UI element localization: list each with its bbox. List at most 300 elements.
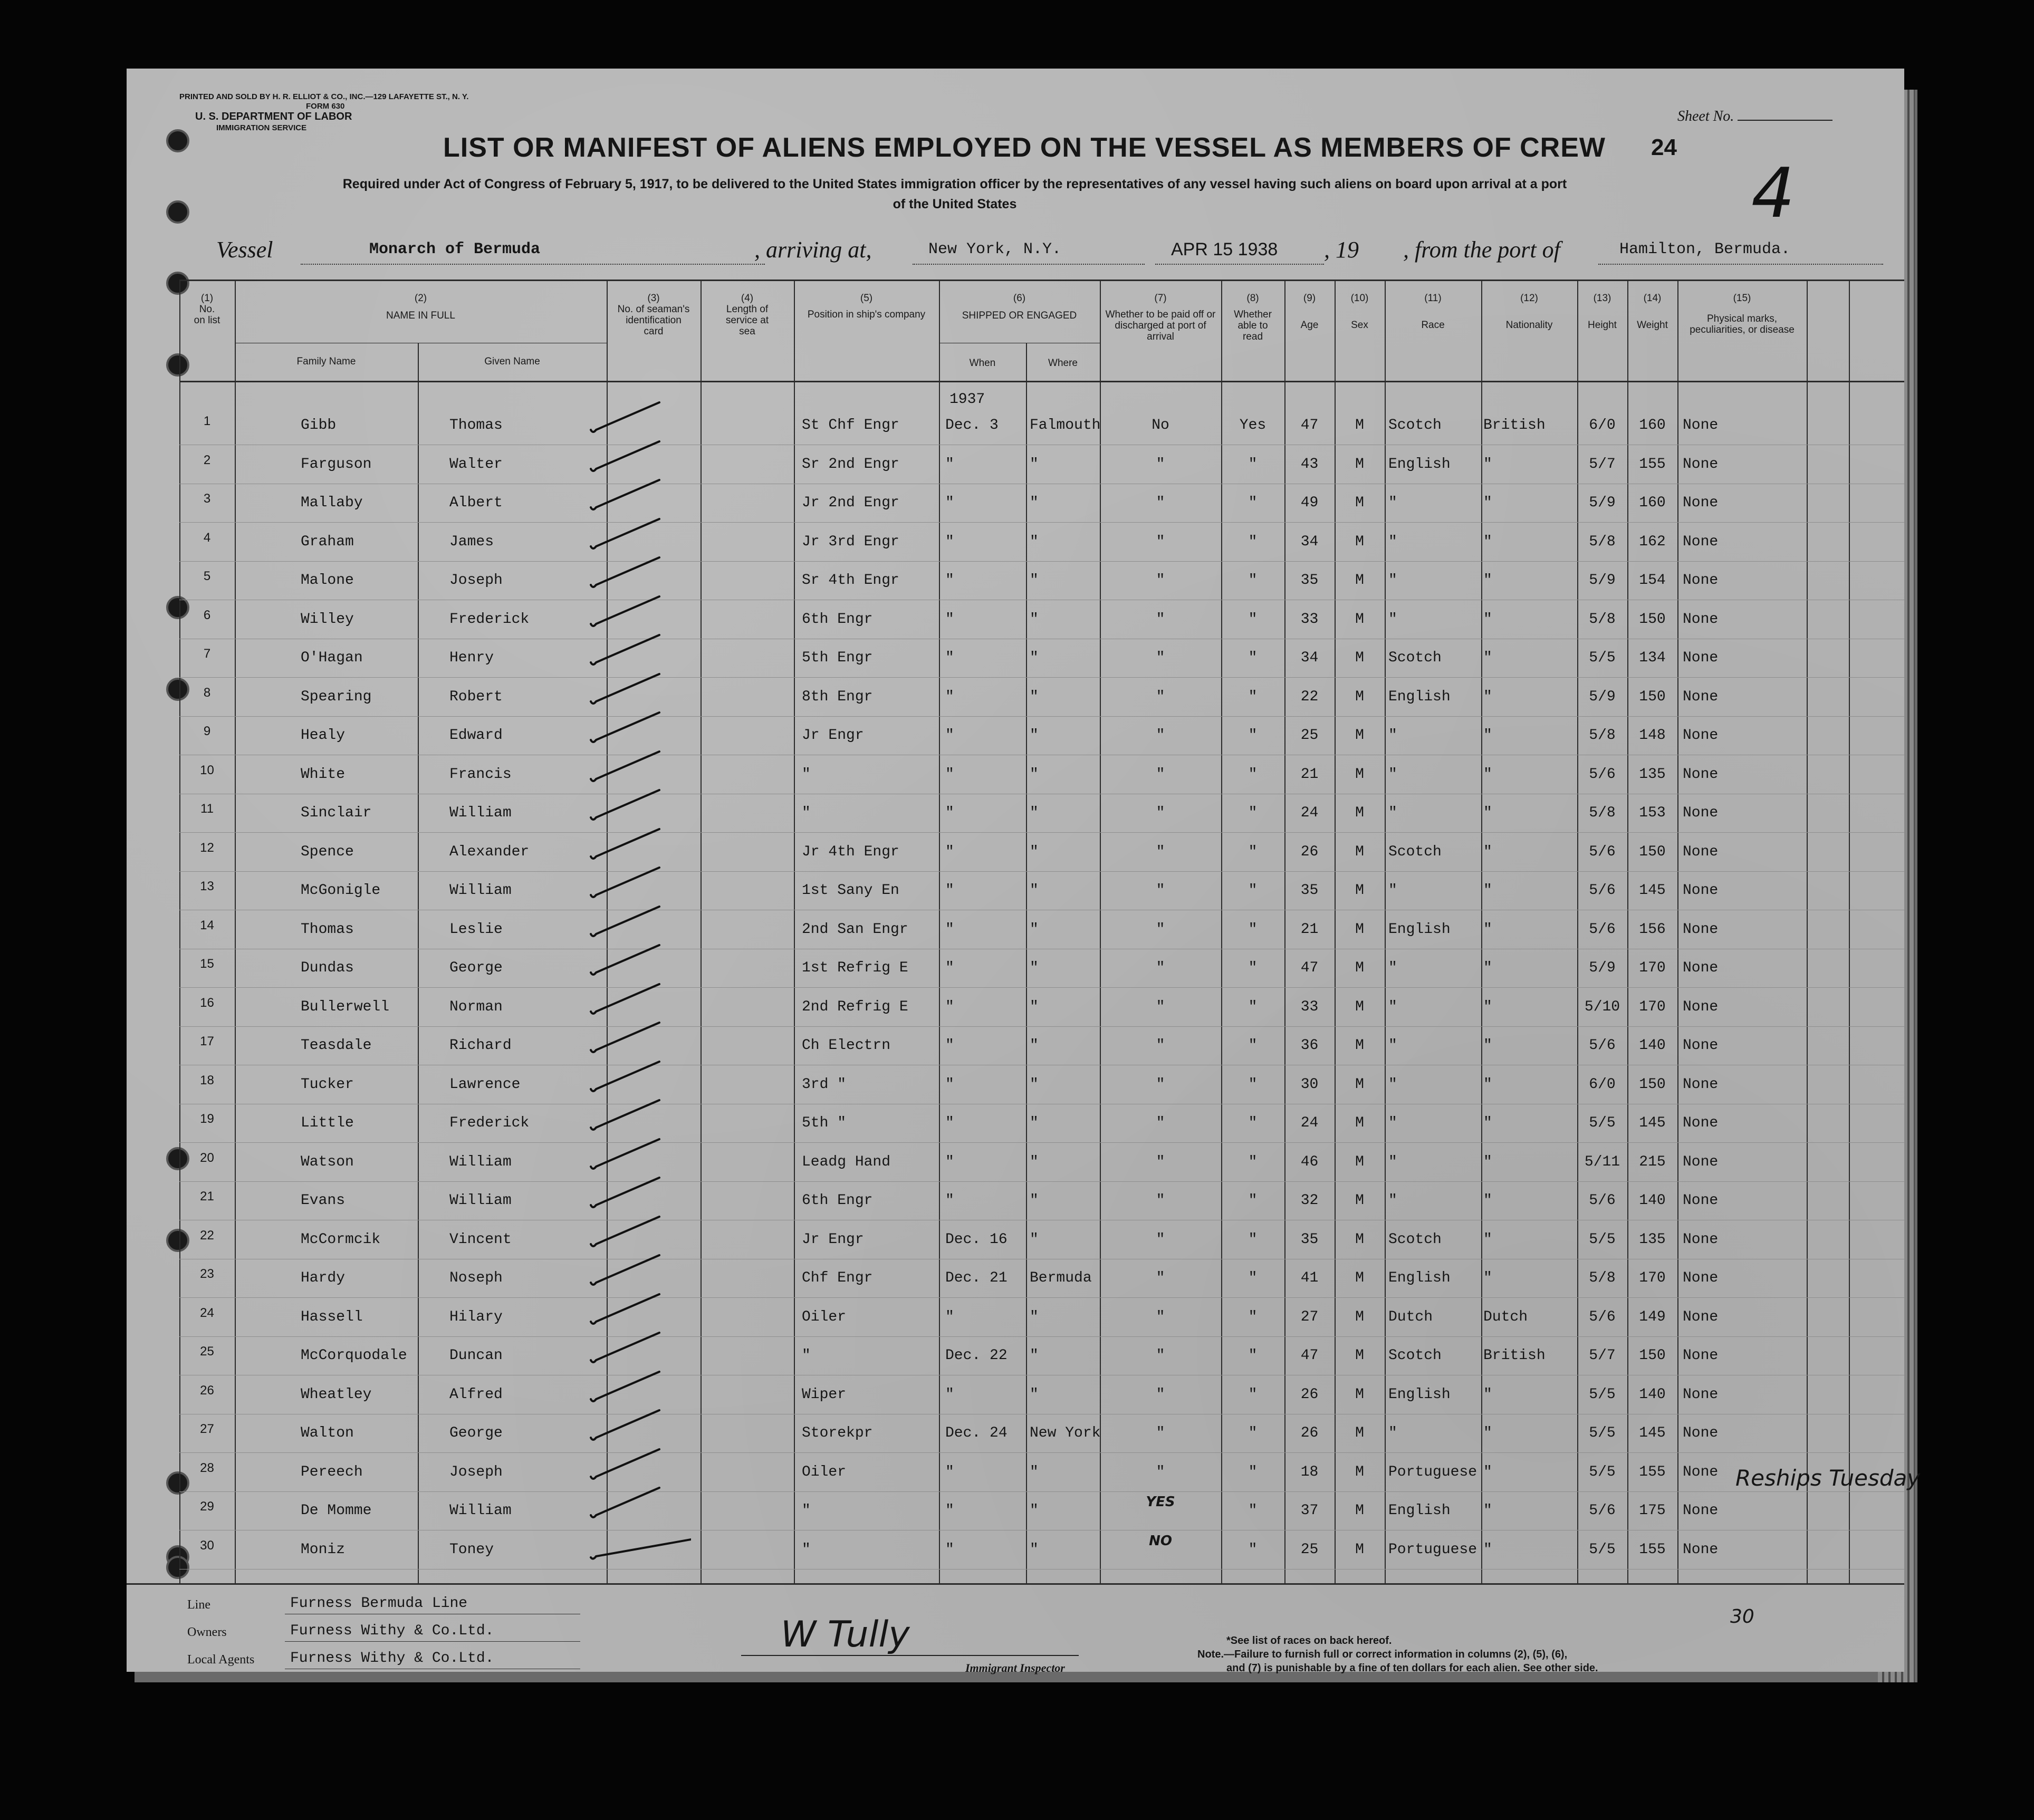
cell-nationality: " — [1483, 1115, 1492, 1131]
cell-no: 19 — [200, 1112, 214, 1126]
cell-no: 2 — [203, 452, 211, 467]
cell-when: " — [945, 1153, 954, 1170]
sheet-number: 24 — [1651, 134, 1677, 160]
cell-sex: M — [1355, 1270, 1364, 1286]
cell-sex: M — [1355, 1076, 1364, 1093]
cell-family: McCormcik — [301, 1231, 381, 1248]
cell-nationality: " — [1483, 727, 1492, 744]
cell-where: " — [1030, 650, 1039, 666]
cell-age: 21 — [1300, 921, 1319, 938]
cell-position: " — [802, 1347, 811, 1364]
cell-weight: 170 — [1639, 1270, 1666, 1286]
page-subtitle — [258, 174, 1651, 214]
cell-when: " — [945, 1503, 954, 1519]
cell-family: Teasdale — [301, 1037, 372, 1054]
cell-age: 25 — [1300, 727, 1319, 744]
cell-nationality: " — [1483, 1541, 1492, 1558]
cell-read: " — [1248, 650, 1258, 666]
cell-paid: " — [1156, 533, 1165, 550]
cell-age: 37 — [1300, 1503, 1319, 1519]
cell-sex: M — [1355, 1463, 1364, 1480]
cell-where: " — [1030, 1076, 1039, 1093]
cell-race: English — [1388, 456, 1451, 473]
cell-position: Leadg Hand — [802, 1153, 891, 1170]
cell-marks: None — [1683, 611, 1719, 628]
cell-weight: 145 — [1639, 882, 1666, 899]
cell-weight: 150 — [1639, 688, 1666, 705]
cell-race: Portuguese — [1388, 1463, 1477, 1480]
cell-when: " — [945, 572, 954, 589]
cell-height: 6/0 — [1589, 1076, 1616, 1093]
cell-no: 13 — [200, 879, 214, 893]
check-mark-icon — [586, 787, 691, 829]
cell-weight: 150 — [1639, 611, 1666, 628]
cell-when: " — [945, 650, 954, 666]
cell-paid: NO — [1149, 1533, 1172, 1549]
row-rule — [179, 1452, 1904, 1453]
cell-position: Oiler — [802, 1463, 847, 1480]
cell-where: " — [1030, 611, 1039, 628]
cell-marks: None — [1683, 1503, 1719, 1519]
cell-nationality: " — [1483, 1192, 1492, 1209]
cell-weight: 153 — [1639, 805, 1666, 821]
cell-where: " — [1030, 1541, 1039, 1558]
cell-when: " — [945, 1037, 954, 1054]
punch-hole — [166, 1556, 189, 1579]
cell-marks: None — [1683, 1308, 1719, 1325]
cell-marks: None — [1683, 456, 1719, 473]
cell-age: 32 — [1300, 1192, 1319, 1209]
cell-paid: " — [1156, 611, 1165, 628]
cell-weight: 135 — [1639, 1231, 1666, 1248]
cell-sex: M — [1355, 727, 1364, 744]
cell-where: " — [1030, 456, 1039, 473]
check-mark-icon — [586, 1446, 691, 1488]
cell-position: " — [802, 1541, 811, 1558]
cell-given: Joseph — [449, 572, 503, 589]
column-header-14: (14) Weight — [1637, 293, 1668, 331]
cell-sex: M — [1355, 688, 1364, 705]
cell-read: " — [1248, 1308, 1258, 1325]
cell-race: English — [1388, 1503, 1451, 1519]
cell-paid: " — [1156, 998, 1165, 1015]
footer-owners-field — [187, 1625, 227, 1640]
cell-sex: M — [1355, 805, 1364, 821]
cell-position: Jr 4th Engr — [802, 843, 899, 860]
cell-position: " — [802, 766, 811, 783]
cell-marks: None — [1683, 1231, 1719, 1248]
cell-height: 5/6 — [1589, 1503, 1616, 1519]
cell-paid: " — [1156, 727, 1165, 744]
check-mark-icon — [586, 593, 691, 635]
cell-no: 7 — [203, 647, 211, 661]
cell-marks: None — [1683, 1115, 1719, 1131]
cell-no: 6 — [203, 608, 211, 622]
cell-height: 6/0 — [1589, 417, 1616, 434]
cell-no: 16 — [200, 995, 214, 1010]
cell-marks: None — [1683, 1037, 1719, 1054]
row-rule — [179, 561, 1904, 562]
cell-where: " — [1030, 766, 1039, 783]
cell-where: " — [1030, 1231, 1039, 1248]
printer-line: PRINTED AND SOLD BY H. R. ELLIOT & CO., INC.—129 LAFAYETTE ST., N. Y. — [179, 92, 469, 101]
cell-race: Scotch — [1388, 650, 1442, 666]
cell-sex: M — [1355, 1503, 1364, 1519]
cell-position: 1st Refrig E — [802, 960, 908, 976]
department-line: U. S. DEPARTMENT OF LABOR — [195, 111, 352, 122]
cell-when: " — [945, 495, 954, 511]
check-mark-icon — [586, 1252, 691, 1294]
cell-nationality: " — [1483, 1270, 1492, 1286]
cell-read: " — [1248, 1463, 1258, 1480]
cell-weight: 160 — [1639, 495, 1666, 511]
cell-paid: " — [1156, 921, 1165, 938]
cell-height: 5/6 — [1589, 1308, 1616, 1325]
cell-when: Dec. 3 — [945, 417, 999, 434]
cell-race: Dutch — [1388, 1308, 1433, 1325]
cell-position: 1st Sany En — [802, 882, 899, 899]
cell-paid: " — [1156, 766, 1165, 783]
check-mark-icon — [586, 554, 691, 596]
cell-height: 5/8 — [1589, 805, 1616, 821]
cell-no: 25 — [200, 1344, 214, 1359]
cell-when: " — [945, 766, 954, 783]
cell-paid: " — [1156, 1037, 1165, 1054]
footer-agents-field — [187, 1653, 254, 1667]
cell-marks: None — [1683, 533, 1719, 550]
cell-read: " — [1248, 1037, 1258, 1054]
cell-read: " — [1248, 1386, 1258, 1403]
cell-nationality: " — [1483, 998, 1492, 1015]
cell-given: James — [449, 533, 494, 550]
cell-age: 34 — [1300, 650, 1319, 666]
cell-family: Sinclair — [301, 805, 372, 821]
cell-position: Jr 2nd Engr — [802, 495, 899, 511]
cell-age: 41 — [1300, 1270, 1319, 1286]
column-header-9: (9) Age — [1300, 293, 1319, 331]
cell-read: " — [1248, 1192, 1258, 1209]
column-header-2: (2) NAME IN FULL — [386, 293, 455, 321]
cell-weight: 162 — [1639, 533, 1666, 550]
cell-height: 5/5 — [1589, 1541, 1616, 1558]
cell-position: 5th Engr — [802, 650, 873, 666]
cell-sex: M — [1355, 572, 1364, 589]
vessel-name: Monarch of Bermuda — [369, 240, 541, 258]
cell-position: 6th Engr — [802, 611, 873, 628]
cell-given: Thomas — [449, 417, 503, 434]
cell-age: 35 — [1300, 1231, 1319, 1248]
row-rule — [179, 716, 1904, 717]
check-mark-icon — [586, 1214, 691, 1256]
cell-race: Scotch — [1388, 1347, 1442, 1364]
cell-sex: M — [1355, 650, 1364, 666]
cell-race: " — [1388, 611, 1397, 628]
cell-position: Sr 2nd Engr — [802, 456, 899, 473]
cell-given: William — [449, 882, 512, 899]
cell-marks: None — [1683, 843, 1719, 860]
cell-nationality: " — [1483, 1386, 1492, 1403]
cell-weight: 155 — [1639, 1463, 1666, 1480]
cell-family: White — [301, 766, 346, 783]
cell-family: Bullerwell — [301, 998, 390, 1015]
shipped-year: 1937 — [949, 391, 985, 408]
cell-paid: " — [1156, 1231, 1165, 1248]
cell-position: St Chf Engr — [802, 417, 899, 434]
cell-weight: 155 — [1639, 1541, 1666, 1558]
cell-no: 27 — [200, 1422, 214, 1436]
column-header-4: (4) Length of service at sea — [725, 293, 769, 337]
cell-race: " — [1388, 572, 1397, 589]
handwritten-total: 30 — [1730, 1606, 1754, 1628]
cell-family: Little — [301, 1115, 354, 1131]
cell-when: " — [945, 1115, 954, 1131]
cell-race: " — [1388, 882, 1397, 899]
cell-age: 22 — [1300, 688, 1319, 705]
cell-age: 26 — [1300, 1425, 1319, 1441]
sheet-number-field — [1677, 108, 1832, 125]
column-header-where: Where — [1048, 358, 1078, 369]
cell-family: McGonigle — [301, 882, 381, 899]
cell-read: " — [1248, 921, 1258, 938]
cell-given: Edward — [449, 727, 503, 744]
inspector-label: Immigrant Inspector — [965, 1661, 1065, 1674]
check-mark-icon — [586, 516, 691, 558]
cell-sex: M — [1355, 766, 1364, 783]
cell-sex: M — [1355, 495, 1364, 511]
cell-marks: None — [1683, 1463, 1719, 1480]
cell-when: Dec. 21 — [945, 1270, 1008, 1286]
cell-family: McCorquodale — [301, 1347, 407, 1364]
cell-read: Yes — [1239, 417, 1267, 434]
cell-age: 26 — [1300, 843, 1319, 860]
cell-family: Dundas — [301, 960, 354, 976]
punch-hole — [166, 353, 189, 377]
cell-family: Pereech — [301, 1463, 363, 1480]
cell-where: " — [1030, 1192, 1039, 1209]
cell-nationality: " — [1483, 1153, 1492, 1170]
cell-weight: 149 — [1639, 1308, 1666, 1325]
cell-nationality: " — [1483, 456, 1492, 473]
cell-no: 11 — [200, 802, 214, 816]
from-label: , from the port of — [1403, 237, 1560, 263]
cell-sex: M — [1355, 1231, 1364, 1248]
cell-when: " — [945, 1076, 954, 1093]
cell-no: 20 — [200, 1150, 214, 1165]
cell-age: 27 — [1300, 1308, 1319, 1325]
cell-weight: 160 — [1639, 417, 1666, 434]
cell-nationality: " — [1483, 805, 1492, 821]
cell-family: Spearing — [301, 688, 372, 705]
cell-no: 26 — [200, 1383, 214, 1398]
cell-race: English — [1388, 1386, 1451, 1403]
cell-nationality: " — [1483, 533, 1492, 550]
column-header-7: (7) Whether to be paid off or discharged at port of arrival — [1105, 293, 1216, 342]
cell-race: " — [1388, 1037, 1397, 1054]
cell-when: " — [945, 727, 954, 744]
cell-position: Oiler — [802, 1308, 847, 1325]
cell-no: 29 — [200, 1499, 214, 1514]
cell-family: Spence — [301, 843, 354, 860]
subtitle-line-2: of the United States — [893, 197, 1017, 211]
cell-marks: None — [1683, 1153, 1719, 1170]
cell-weight: 156 — [1639, 921, 1666, 938]
punch-hole — [166, 129, 189, 152]
cell-age: 21 — [1300, 766, 1319, 783]
check-mark-icon — [586, 864, 691, 907]
cell-given: William — [449, 805, 512, 821]
cell-read: " — [1248, 1153, 1258, 1170]
cell-given: Norman — [449, 998, 503, 1015]
cell-marks: None — [1683, 495, 1719, 511]
cell-nationality: " — [1483, 766, 1492, 783]
cell-nationality: British — [1483, 1347, 1546, 1364]
row-rule — [179, 1491, 1904, 1492]
check-mark-icon — [586, 903, 691, 946]
column-header-6: (6) SHIPPED OR ENGAGED — [962, 293, 1077, 321]
cell-position: 3rd " — [802, 1076, 847, 1093]
cell-weight: 150 — [1639, 843, 1666, 860]
cell-nationality: " — [1483, 843, 1492, 860]
cell-family: Gibb — [301, 417, 337, 434]
cell-no: 15 — [200, 957, 214, 971]
cell-race: " — [1388, 1153, 1397, 1170]
cell-weight: 140 — [1639, 1386, 1666, 1403]
cell-paid: " — [1156, 843, 1165, 860]
cell-height: 5/5 — [1589, 1115, 1616, 1131]
row-rule — [179, 1297, 1904, 1298]
cell-when: Dec. 24 — [945, 1425, 1008, 1441]
cell-age: 33 — [1300, 611, 1319, 628]
footnotes — [1197, 1634, 1598, 1675]
cell-paid: " — [1156, 1347, 1165, 1364]
cell-age: 26 — [1300, 1386, 1319, 1403]
cell-family: Hassell — [301, 1308, 363, 1325]
cell-no: 14 — [200, 918, 214, 932]
cell-height: 5/6 — [1589, 766, 1616, 783]
cell-position: " — [802, 1503, 811, 1519]
cell-paid: " — [1156, 882, 1165, 899]
cell-where: " — [1030, 533, 1039, 550]
column-header-8: (8) Whether able to read — [1234, 293, 1272, 342]
check-mark-icon — [586, 1330, 691, 1372]
cell-nationality: " — [1483, 1463, 1492, 1480]
cell-age: 24 — [1300, 1115, 1319, 1131]
cell-marks: None — [1683, 727, 1719, 744]
column-header-12: (12) Nationality — [1505, 293, 1553, 331]
row-rule — [179, 677, 1904, 678]
cell-no: 30 — [200, 1538, 214, 1553]
cell-marks: None — [1683, 417, 1719, 434]
cell-race: English — [1388, 1270, 1451, 1286]
cell-height: 5/6 — [1589, 1037, 1616, 1054]
punch-hole — [166, 200, 189, 224]
row-rule — [179, 522, 1904, 523]
cell-height: 5/6 — [1589, 921, 1616, 938]
cell-age: 47 — [1300, 960, 1319, 976]
cell-no: 28 — [200, 1460, 214, 1475]
cell-where: " — [1030, 572, 1039, 589]
cell-paid: " — [1156, 1386, 1165, 1403]
fine-note-1: Note.—Failure to furnish full or correct information in columns (2), (5), (6), — [1197, 1649, 1568, 1660]
cell-height: 5/5 — [1589, 1231, 1616, 1248]
cell-marks: None — [1683, 960, 1719, 976]
cell-no: 5 — [203, 569, 211, 583]
cell-nationality: " — [1483, 650, 1492, 666]
cell-where: " — [1030, 843, 1039, 860]
cell-read: " — [1248, 960, 1258, 976]
cell-nationality: Dutch — [1483, 1308, 1528, 1325]
cell-height: 5/9 — [1589, 688, 1616, 705]
column-header-13: (13) Height — [1588, 293, 1617, 331]
cell-marks: None — [1683, 572, 1719, 589]
check-mark-icon — [586, 438, 691, 480]
cell-where: " — [1030, 1153, 1039, 1170]
cell-given: Lawrence — [449, 1076, 521, 1093]
cell-given: Frederick — [449, 611, 530, 628]
cell-given: Robert — [449, 688, 503, 705]
cell-given: George — [449, 960, 503, 976]
cell-race: " — [1388, 1076, 1397, 1093]
row-rule — [179, 1142, 1904, 1143]
cell-when: " — [945, 1386, 954, 1403]
cell-weight: 134 — [1639, 650, 1666, 666]
check-mark-icon — [586, 1019, 691, 1062]
cell-where: " — [1030, 1347, 1039, 1364]
cell-position: Storekpr — [802, 1425, 873, 1441]
cell-given: Francis — [449, 766, 512, 783]
cell-age: 47 — [1300, 417, 1319, 434]
cell-height: 5/6 — [1589, 1192, 1616, 1209]
cell-age: 24 — [1300, 805, 1319, 821]
fine-note-2: and (7) is punishable by a fine of ten dollars for each alien. See other side. — [1226, 1662, 1598, 1674]
cell-position: 2nd San Engr — [802, 921, 908, 938]
cell-nationality: " — [1483, 921, 1492, 938]
cell-marks: None — [1683, 1192, 1719, 1209]
cell-when: " — [945, 882, 954, 899]
owners-value: Furness Withy & Co.Ltd. — [290, 1623, 494, 1639]
cell-race: " — [1388, 960, 1397, 976]
cell-race: " — [1388, 727, 1397, 744]
cell-nationality: " — [1483, 1076, 1492, 1093]
margin-signature: Reships Tuesday — [1735, 1465, 1921, 1491]
cell-age: 43 — [1300, 456, 1319, 473]
cell-read: " — [1248, 1503, 1258, 1519]
cell-read: " — [1248, 998, 1258, 1015]
cell-no: 22 — [200, 1228, 214, 1243]
cell-read: " — [1248, 1231, 1258, 1248]
cell-no: 23 — [200, 1267, 214, 1281]
cell-weight: 170 — [1639, 960, 1666, 976]
cell-age: 33 — [1300, 998, 1319, 1015]
cell-read: " — [1248, 1115, 1258, 1131]
cell-nationality: " — [1483, 882, 1492, 899]
cell-when: " — [945, 960, 954, 976]
cell-height: 5/8 — [1589, 611, 1616, 628]
cell-where: " — [1030, 882, 1039, 899]
cell-read: " — [1248, 1270, 1258, 1286]
cell-sex: M — [1355, 1541, 1364, 1558]
cell-when: Dec. 22 — [945, 1347, 1008, 1364]
cell-no: 9 — [203, 724, 211, 738]
page-title: LIST OR MANIFEST OF ALIENS EMPLOYED ON THE VESSEL AS MEMBERS OF CREW — [443, 132, 1606, 163]
cell-read: " — [1248, 495, 1258, 511]
subtitle-line-1: Required under Act of Congress of February 5, 1917, to be delivered to the United States immigration officer by the representatives of any vessel having such aliens on board upon arrival at a port — [342, 177, 1567, 191]
cell-sex: M — [1355, 611, 1364, 628]
cell-family: Healy — [301, 727, 346, 744]
cell-where: " — [1030, 727, 1039, 744]
cell-marks: None — [1683, 650, 1719, 666]
cell-given: Hilary — [449, 1308, 503, 1325]
